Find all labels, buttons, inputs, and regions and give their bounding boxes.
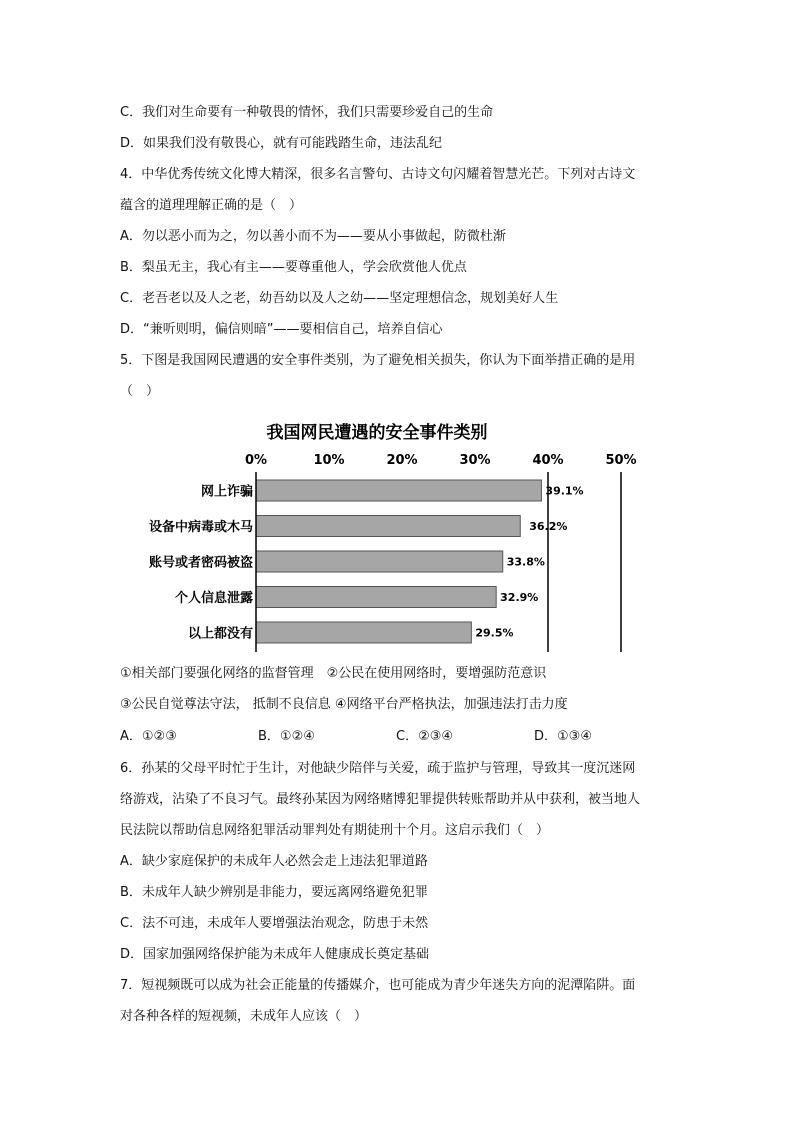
question-7-line2: 对各种各样的短视频，未成年人应该（ ） <box>120 1009 368 1024</box>
option-a-q6: A．缺少家庭保护的未成年人必然会走上违法犯罪道路 <box>120 854 428 869</box>
category-label: 网上诈骗 <box>200 484 253 500</box>
bar <box>256 587 496 608</box>
question-6-line3: 民法院以帮助信息网络犯罪活动罪判处有期徒刑十个月。这启示我们（ ） <box>120 823 550 838</box>
option-d-q4: D．“兼听则明，偏信则暗”——要相信自己，培养自信心 <box>120 322 443 337</box>
security-events-bar-chart <box>120 415 660 655</box>
option-d-q3: D．如果我们没有敬畏心，就有可能践踏生命，违法乱纪 <box>120 136 443 151</box>
x-tick-label: 40% <box>532 453 564 468</box>
x-tick-label: 10% <box>313 453 345 468</box>
option-c-q6: C．法不可违，未成年人要增强法治观念，防患于未然 <box>120 916 429 931</box>
option-d-q6: D．国家加强网络保护能为未成年人健康成长奠定基础 <box>120 947 430 962</box>
value-label: 39.1% <box>545 484 584 498</box>
question-7-line1: 7．短视频既可以成为社会正能量的传播媒介，也可能成为青少年迷失方向的泥潭陷阱。面 <box>120 978 636 993</box>
q5-answer-c: C．②③④ <box>396 729 454 744</box>
value-label: 29.5% <box>475 626 514 640</box>
bar <box>256 516 520 537</box>
option-b-q6: B．未成年人缺少辨别是非能力，要远离网络避免犯罪 <box>120 885 428 900</box>
bar <box>256 480 541 501</box>
bar <box>256 551 503 572</box>
question-6-line2: 络游戏，沾染了不良习气。最终孙某因为网络赌博犯罪提供转账帮助并从中获利，被当地人 <box>120 792 641 807</box>
option-c-q3: C．我们对生命要有一种敬畏的情怀，我们只需要珍爱自己的生命 <box>120 105 494 120</box>
question-6-line1: 6．孙某的父母平时忙于生计，对他缺少陪伴与关爱，疏于监护与管理，导致其一度沉迷网 <box>120 761 636 776</box>
value-label: 36.2% <box>529 520 568 533</box>
q5-statements-line2: ③公民自觉尊法守法， 抵制不良信息 ④网络平台严格执法，加强违法打击力度 <box>120 697 568 712</box>
chart-title: 我国网民遭遇的安全事件类别 <box>266 423 488 443</box>
q5-statements-line1: ①相关部门要强化网络的监督管理 ②公民在使用网络时，要增强防范意识 <box>120 666 547 681</box>
bar <box>256 622 471 643</box>
x-tick-label: 20% <box>386 453 418 468</box>
question-4-line2: 蕴含的道理理解正确的是（ ） <box>120 198 303 213</box>
category-label: 以上都没有 <box>187 626 253 642</box>
category-label: 个人信息泄露 <box>174 591 253 606</box>
option-b-q4: B．梨虽无主，我心有主——要尊重他人，学会欣赏他人优点 <box>120 260 467 275</box>
option-a-q4: A．勿以恶小而为之，勿以善小而不为——要从小事做起，防微杜渐 <box>120 229 506 244</box>
category-label: 账号或者密码被盗 <box>148 555 253 571</box>
q5-answer-a: A．①②③ <box>120 729 177 744</box>
category-label: 设备中病毒或木马 <box>148 520 253 535</box>
question-5-line1: 5．下图是我国网民遭遇的安全事件类别，为了避免相关损失，你认为下面举措正确的是用 <box>120 353 636 368</box>
q5-answer-b: B．①②④ <box>258 729 315 744</box>
x-tick-label: 50% <box>605 453 637 468</box>
x-tick-label: 0% <box>244 453 268 468</box>
value-label: 33.8% <box>506 555 545 569</box>
question-4-line1: 4．中华优秀传统文化博大精深，很多名言警句、古诗文句闪耀着智慧光芒。下列对古诗文 <box>120 167 636 182</box>
option-c-q4: C．老吾老以及人之老，幼吾幼以及人之幼——坚定理想信念，规划美好人生 <box>120 291 559 306</box>
question-5-line2: （ ） <box>120 384 160 399</box>
value-label: 32.9% <box>500 591 539 604</box>
q5-answer-d: D．①③④ <box>534 729 592 744</box>
x-tick-label: 30% <box>459 453 491 468</box>
